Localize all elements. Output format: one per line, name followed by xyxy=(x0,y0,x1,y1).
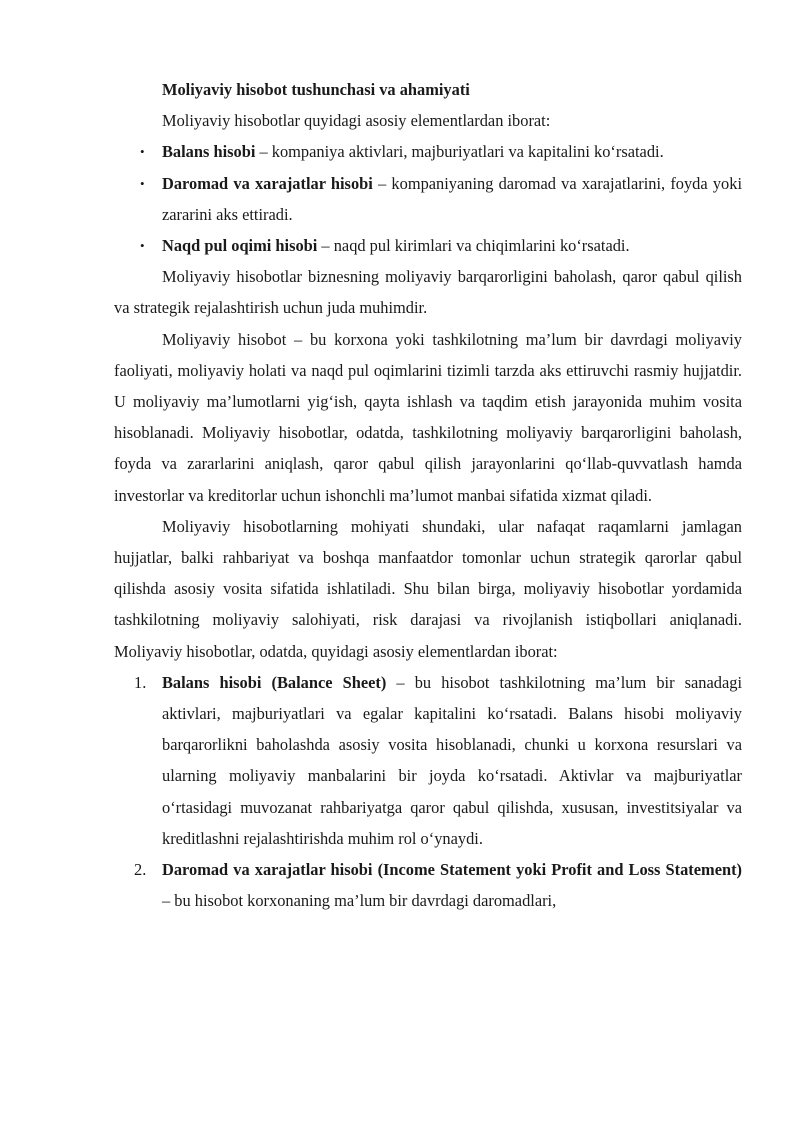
bullet-item xyxy=(114,136,742,167)
statements-numbered-list xyxy=(114,667,742,917)
section-heading: Moliyaviy hisobot tushunchasi va ahamiyati xyxy=(162,80,470,99)
bullet-item xyxy=(114,168,742,230)
intro-paragraph: Moliyaviy hisobotlar quyidagi asosiy elementlardan iborat: xyxy=(162,111,551,131)
numbered-item xyxy=(114,667,742,854)
bullet-item xyxy=(114,230,742,261)
bullet-text: – kompaniya aktivlari, majburiyatlari va kapitalini ko‘rsatadi. xyxy=(255,142,664,162)
numbered-term: Balans hisobi (Balance Sheet) xyxy=(162,672,387,692)
body-paragraph: Moliyaviy hisobotlarning mohiyati shundaki, ular nafaqat raqamlarni jamlagan hujjatlar, balki rahbariyat va boshqa manfaatdor tomonlar uchun strategik qarorlar qabul qilishda asosiy vosita sifatida ishlatiladi. Shu bilan birga, moliyaviy hisobotlar yordamida tashkilotning moliyaviy salohiyati, risk darajasi va rivojlanish istiqbollari aniqlanadi. Moliyaviy hisobotlar, odatda, quyidagi asosiy elementlardan iborat: xyxy=(114,516,742,661)
item-number: 2. xyxy=(134,860,147,880)
document-page xyxy=(114,74,742,916)
bullet-term: Daromad va xarajatlar hisobi xyxy=(162,173,373,193)
item-number: 1. xyxy=(134,672,147,692)
bullet-term: Balans hisobi xyxy=(162,142,256,162)
bullet-text: – naqd pul kirimlari va chiqimlarini ko‘rsatadi. xyxy=(317,236,630,256)
numbered-term: Daromad va xarajatlar hisobi (Income Statement yoki Profit and Loss Statement) xyxy=(162,860,742,880)
numbered-text: – bu hisobot tashkilotning ma’lum bir sanadagi aktivlari, majburiyatlari va egalar kapitalini ko‘rsatadi. Balans hisobi moliyaviy barqarorlikni baholashda asosiy vosita hisoblanadi, chunki u korxona resurslari va ularning moliyaviy manbalarini bir joyda ko‘rsatadi. Aktivlar va majburiyatlar o‘rtasidagi muvozanat rahbariyatga qaror qabul qilishda, xususan, investitsiyalar va kreditlashni rejalashtirishda muhim rol o‘ynaydi. xyxy=(162,672,742,848)
bullet-icon: • xyxy=(140,238,145,254)
bullet-icon: • xyxy=(140,144,145,160)
body-paragraph: Moliyaviy hisobotlar biznesning moliyaviy barqarorligini baholash, qaror qabul qilish va strategik rejalashtirish uchun juda muhimdir. xyxy=(114,267,742,318)
bullet-icon: • xyxy=(140,175,145,191)
elements-bullet-list xyxy=(114,136,742,261)
body-paragraph: Moliyaviy hisobot – bu korxona yoki tashkilotning ma’lum bir davrdagi moliyaviy faoliyati, moliyaviy holati va naqd pul oqimlarini tizimli tarzda aks ettiruvchi rasmiy hujjatdir. U moliyaviy ma’lumotlarni yig‘ish, qayta ishlash va taqdim etish jarayonida muhim vosita hisoblanadi. Moliyaviy hisobotlar, odatda, tashkilotning moliyaviy barqarorligini baholash, foyda va zararlarini aniqlash, qaror qabul qilish jarayonlarini qo‘llab-quvvatlash hamda investorlar va kreditorlar uchun ishonchli ma’lumot manbai sifatida xizmat qiladi. xyxy=(114,329,742,505)
numbered-item xyxy=(114,854,742,916)
numbered-text: – bu hisobot korxonaning ma’lum bir davrdagi daromadlari, xyxy=(162,891,557,911)
bullet-term: Naqd pul oqimi hisobi xyxy=(162,236,318,256)
bullet-text: – kompaniyaning daromad va xarajatlarini, foyda yoki zararini aks ettiradi. xyxy=(162,173,742,224)
